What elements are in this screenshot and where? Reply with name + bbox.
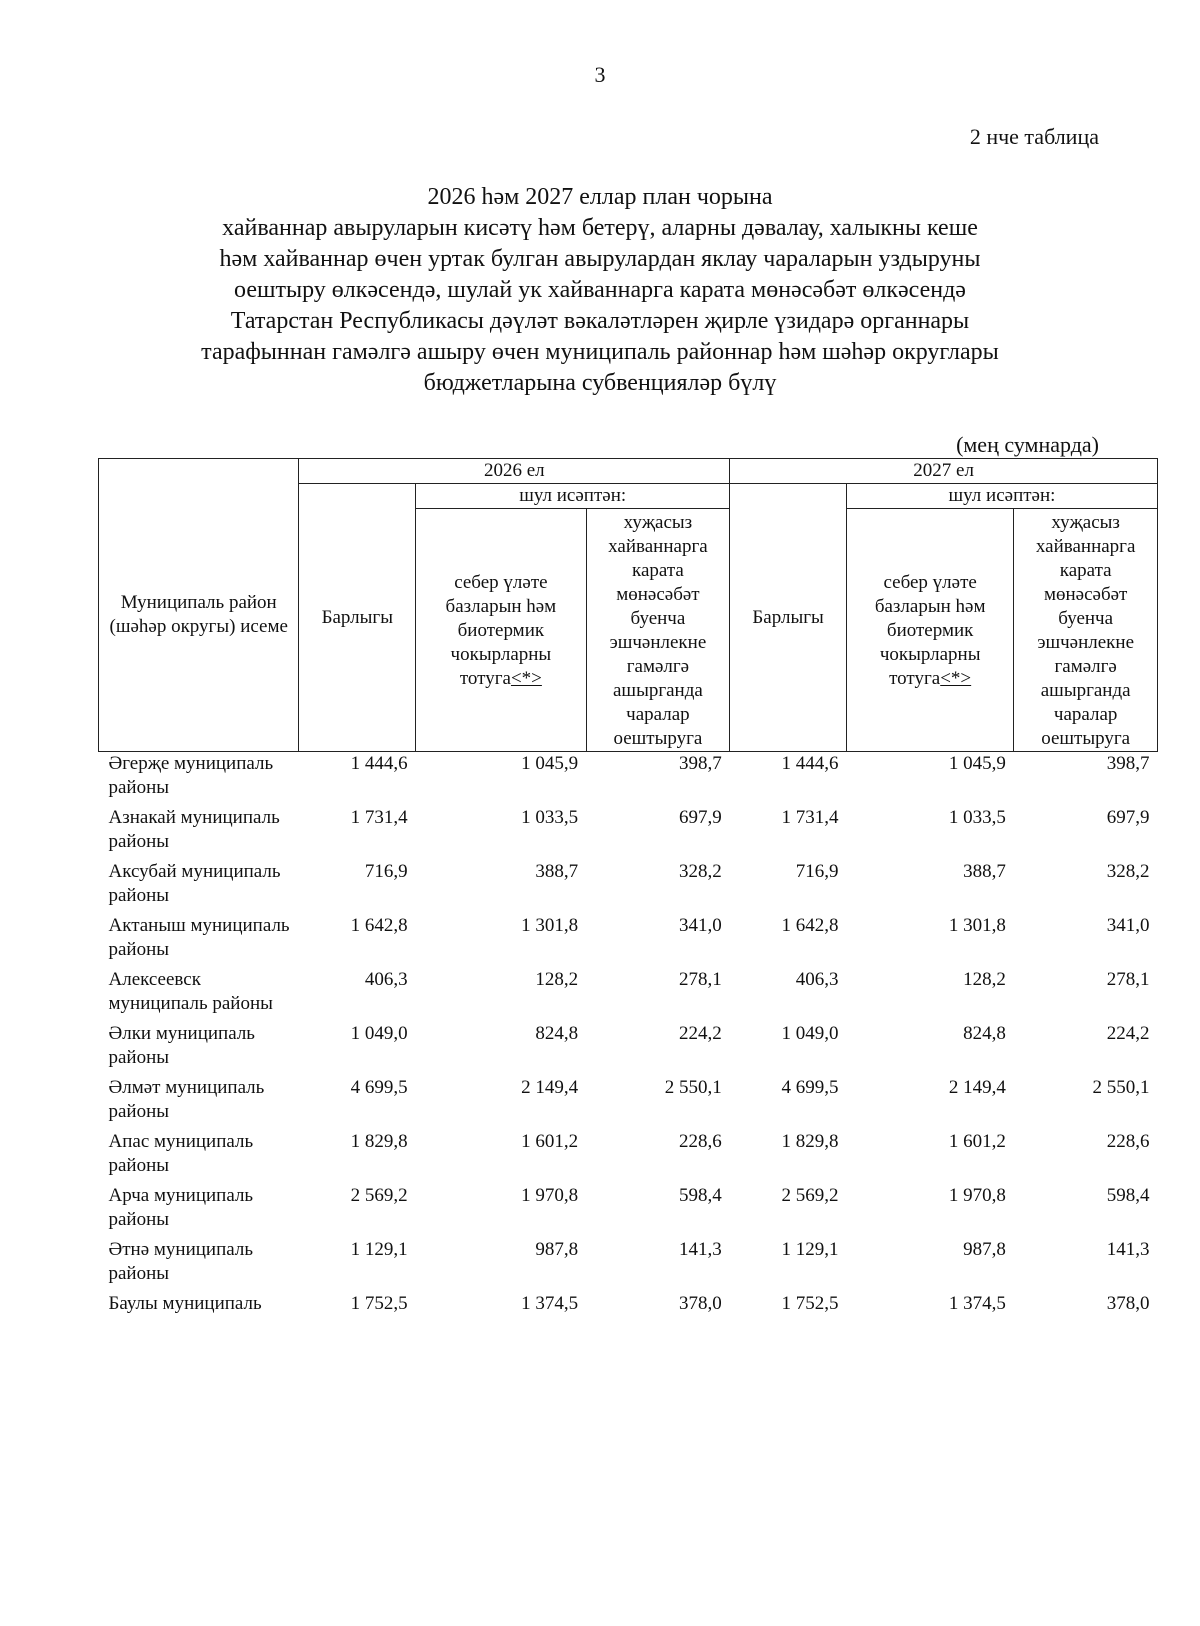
cell-total-2026: 716,9: [364, 861, 408, 882]
cell-stray-animals-2026: 697,9: [678, 807, 722, 828]
title-line: оештыру өлкәсендә, шулай ук хайваннарга карата мөнәсәбәт өлкәсендә: [234, 277, 966, 303]
header-municipality-name: Муниципаль район (шәһәр округы) исеме: [99, 459, 299, 752]
header-of-which-2027: шул исәптән:: [846, 484, 1157, 509]
cell-stray-animals-2026: 378,0: [678, 1293, 722, 1314]
cell-total-2026: 1 731,4: [350, 807, 408, 828]
cell-total-2026: 1 829,8: [350, 1131, 408, 1152]
cell-total-2026: 2 569,2: [350, 1185, 408, 1206]
cell-anthrax-sites-2026: 1 045,9: [521, 753, 579, 774]
municipality-name: Әгерҗе муниципаль районы: [108, 753, 274, 798]
title-line: Татарстан Республикасы дәүләт вәкаләтләрен җирле үзидарә органнары: [230, 308, 970, 334]
header-total-2027: Барлыгы: [730, 484, 847, 752]
table-body: [99, 752, 1158, 1323]
header-anthrax-text: себер үләте базларын һәм биотермик чокырларны тотуга: [445, 572, 557, 689]
title-line: 2026 һәм 2027 еллар план чорына: [427, 184, 773, 210]
cell-stray-animals-2026: 341,0: [678, 915, 722, 936]
document-title: [100, 182, 1100, 399]
table-row: [99, 1130, 1158, 1184]
page-number: 3: [594, 62, 606, 87]
title-line: бюджетларына субвенцияләр бүлү: [423, 370, 777, 396]
cell-stray-animals-2026: 141,3: [678, 1239, 722, 1260]
cell-total-2027: 1 829,8: [781, 1131, 839, 1152]
header-stray-animals-2027: хуҗасыз хайваннарга карата мөнәсәбәт буенча эшчәнлекне гамәлгә ашырганда чаралар оештыруга: [1014, 509, 1158, 752]
cell-total-2027: 4 699,5: [781, 1077, 839, 1098]
subvention-table: [98, 458, 1158, 1322]
cell-anthrax-sites-2026: 388,7: [535, 861, 579, 882]
table-row: [99, 860, 1158, 914]
municipality-name: Әлки муниципаль районы: [108, 1023, 255, 1068]
cell-anthrax-sites-2026: 1 301,8: [521, 915, 579, 936]
cell-total-2026: 1 049,0: [350, 1023, 408, 1044]
header-total-2026: Барлыгы: [299, 484, 416, 752]
cell-total-2026: 1 444,6: [350, 753, 408, 774]
header-anthrax-sites-2027: [846, 509, 1013, 752]
table-row: [99, 1076, 1158, 1130]
cell-total-2026: 1 642,8: [350, 915, 408, 936]
municipality-name: Апас муниципаль районы: [108, 1131, 254, 1176]
cell-total-2027: 716,9: [795, 861, 839, 882]
table-row: [99, 914, 1158, 968]
table-header: [99, 459, 1158, 752]
cell-stray-animals-2026: 228,6: [678, 1131, 722, 1152]
cell-stray-animals-2026: 224,2: [678, 1023, 722, 1044]
cell-anthrax-sites-2026: 128,2: [535, 969, 579, 990]
cell-stray-animals-2027: 328,2: [1106, 861, 1150, 882]
municipality-name: Әтнә муниципаль районы: [108, 1239, 253, 1284]
cell-anthrax-sites-2027: 128,2: [963, 969, 1006, 990]
footnote-link[interactable]: <*>: [510, 668, 542, 689]
cell-total-2027: 2 569,2: [781, 1185, 839, 1206]
cell-total-2026: 406,3: [364, 969, 408, 990]
cell-anthrax-sites-2027: 388,7: [963, 861, 1006, 882]
table-row: [99, 968, 1158, 1022]
cell-stray-animals-2026: 598,4: [678, 1185, 722, 1206]
cell-stray-animals-2027: 378,0: [1106, 1293, 1150, 1314]
cell-anthrax-sites-2026: 1 374,5: [521, 1293, 579, 1314]
municipality-name: Актаныш муниципаль районы: [108, 915, 290, 960]
header-anthrax-sites-2026: [416, 509, 586, 752]
footnote-link[interactable]: <*>: [940, 668, 972, 689]
cell-total-2027: 406,3: [795, 969, 839, 990]
municipality-name: Арча муниципаль районы: [108, 1185, 254, 1230]
title-line: тарафыннан гамәлгә ашыру өчен муниципаль районнар һәм шәһәр округлары: [201, 339, 999, 365]
cell-stray-animals-2026: 328,2: [678, 861, 722, 882]
cell-stray-animals-2027: 398,7: [1106, 753, 1150, 774]
cell-anthrax-sites-2027: 824,8: [963, 1023, 1006, 1044]
cell-total-2026: 1 129,1: [350, 1239, 408, 1260]
cell-anthrax-sites-2027: 2 149,4: [948, 1077, 1006, 1098]
cell-anthrax-sites-2026: 1 601,2: [521, 1131, 579, 1152]
cell-stray-animals-2026: 398,7: [678, 753, 722, 774]
title-line: хайваннар авыруларын кисәтү һәм бетерү, аларны дәвалау, халыкны кеше: [222, 215, 978, 241]
unit-note: (мең сумнарда): [956, 432, 1099, 457]
cell-total-2027: 1 642,8: [781, 915, 839, 936]
cell-anthrax-sites-2027: 987,8: [963, 1239, 1006, 1260]
table-row: [99, 1184, 1158, 1238]
municipality-name: Алексеевск муниципаль районы: [108, 969, 273, 1014]
header-stray-animals-2026: хуҗасыз хайваннарга карата мөнәсәбәт буенча эшчәнлекне гамәлгә ашырганда чаралар оештыруга: [586, 509, 730, 752]
municipality-name: Әлмәт муниципаль районы: [108, 1077, 265, 1122]
cell-stray-animals-2027: 341,0: [1106, 915, 1150, 936]
header-year-2027: 2027 ел: [730, 459, 1158, 484]
header-year-2026: 2026 ел: [299, 459, 730, 484]
table-row: [99, 1238, 1158, 1292]
cell-anthrax-sites-2027: 1 374,5: [948, 1293, 1006, 1314]
cell-total-2027: 1 752,5: [781, 1293, 839, 1314]
cell-total-2027: 1 444,6: [781, 753, 839, 774]
title-line: һәм хайваннар өчен уртак булган авырулардан яклау чараларын уздыруны: [219, 246, 981, 272]
cell-anthrax-sites-2026: 2 149,4: [521, 1077, 579, 1098]
cell-anthrax-sites-2026: 824,8: [535, 1023, 579, 1044]
cell-anthrax-sites-2026: 1 033,5: [521, 807, 579, 828]
municipality-name: Баулы муниципаль: [108, 1293, 262, 1314]
cell-stray-animals-2027: 224,2: [1106, 1023, 1150, 1044]
table-row: [99, 1022, 1158, 1076]
cell-total-2027: 1 129,1: [781, 1239, 839, 1260]
cell-anthrax-sites-2026: 987,8: [535, 1239, 579, 1260]
cell-stray-animals-2027: 228,6: [1106, 1131, 1150, 1152]
header-of-which-2026: шул исәптән:: [416, 484, 730, 509]
municipality-name: Аксубай муниципаль районы: [108, 861, 281, 906]
table-row: [99, 1292, 1158, 1322]
cell-stray-animals-2027: 697,9: [1106, 807, 1150, 828]
cell-total-2026: 1 752,5: [350, 1293, 408, 1314]
cell-stray-animals-2026: 278,1: [678, 969, 722, 990]
cell-total-2026: 4 699,5: [350, 1077, 408, 1098]
cell-anthrax-sites-2027: 1 045,9: [948, 753, 1006, 774]
table-row: [99, 806, 1158, 860]
municipality-name: Азнакай муниципаль районы: [108, 807, 280, 852]
cell-stray-animals-2027: 141,3: [1106, 1239, 1150, 1260]
cell-anthrax-sites-2027: 1 970,8: [948, 1185, 1006, 1206]
cell-total-2027: 1 731,4: [781, 807, 839, 828]
table-label: 2 нче таблица: [969, 124, 1099, 149]
cell-anthrax-sites-2027: 1 033,5: [948, 807, 1006, 828]
cell-stray-animals-2027: 278,1: [1106, 969, 1150, 990]
cell-stray-animals-2027: 598,4: [1106, 1185, 1150, 1206]
cell-stray-animals-2027: 2 550,1: [1092, 1077, 1150, 1098]
cell-anthrax-sites-2027: 1 601,2: [948, 1131, 1006, 1152]
cell-stray-animals-2026: 2 550,1: [664, 1077, 722, 1098]
header-anthrax-text: себер үләте базларын һәм биотермик чокырларны тотуга: [874, 572, 986, 689]
cell-anthrax-sites-2027: 1 301,8: [948, 915, 1006, 936]
cell-total-2027: 1 049,0: [781, 1023, 839, 1044]
cell-anthrax-sites-2026: 1 970,8: [521, 1185, 579, 1206]
table-row: [99, 752, 1158, 807]
